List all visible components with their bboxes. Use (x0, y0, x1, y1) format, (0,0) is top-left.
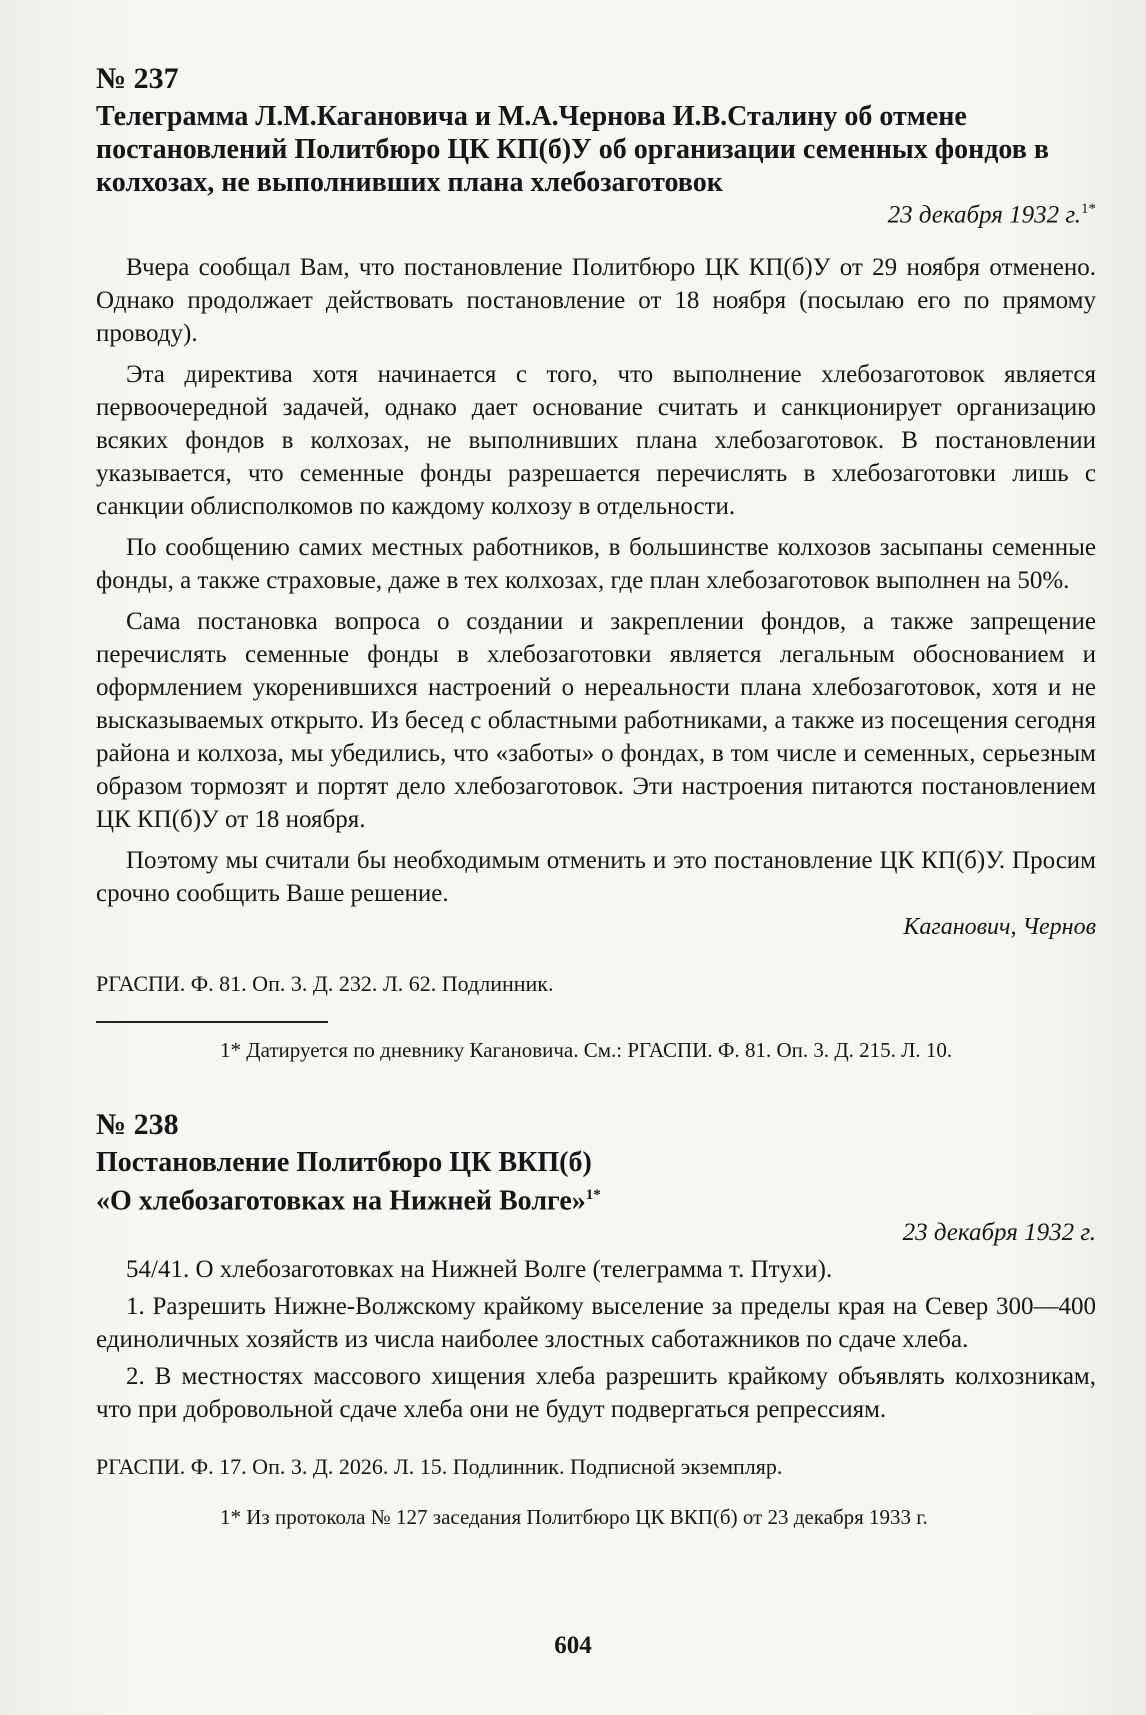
page-number: 604 (554, 1632, 592, 1659)
doc-number: № 238 (96, 1108, 179, 1141)
doc-number: № 237 (96, 62, 179, 95)
doc-date: 23 декабря 1932 г. (902, 1219, 1096, 1247)
paragraph: 2. В местностях массового хищения хлеба разрешить крайкому объявлять колхозникам, что при добровольной сдаче хлеба они не будут подвергаться репрессиям. (96, 1363, 1096, 1424)
doc-date-footnote-mark: 1* (1081, 201, 1096, 217)
footnote-divider (96, 1021, 328, 1023)
document-238 (96, 1108, 1096, 1533)
document-237 (96, 62, 1096, 1066)
doc-title: Телеграмма Л.М.Кагановича и М.А.Чернова И.В.Сталину об отмене постановлений Политбюро ЦК КП(б)У об организации семенных фондов в колхозах, не выполнивших плана хлебозаготовок (96, 101, 1049, 198)
signature: Каганович, Чернов (903, 914, 1096, 941)
doc-date-text: 23 декабря 1932 г. (887, 201, 1081, 229)
paragraph: Поэтому мы считали бы необходимым отменить и это постановление ЦК КП(б)У. Просим срочно сообщить Ваше решение. (96, 847, 1096, 908)
footnote (96, 1035, 1096, 1066)
archive-source: РГАСПИ. Ф. 17. Оп. 3. Д. 2026. Л. 15. Подлинник. Подписной экземпляр. (96, 1454, 783, 1480)
doc-title (96, 1146, 1096, 1217)
doc-date (96, 201, 1096, 229)
paragraph: Сама постановка вопроса о создании и закреплении фондов, а также запрещение перечислять семенные фонды в хлебозаготовки является легальным обоснованием и оформлением укоренившихся настроений о нереальности плана хлебозаготовок, хотя и не высказываемых открыто. Из бесед с областными работниками, а также из посещения сегодня района и колхоза, мы убедились, что «заботы» о фондах, в том числе и семенных, серьезным образом тормозят и портят дело хлебозаготовок. Эти настроения питаются постановлением ЦК КП(б)У от 18 ноября. (96, 608, 1096, 834)
paragraph: 54/41. О хлебозаготовках на Нижней Волге (телеграмма т. Птухи). (126, 1256, 833, 1284)
paragraph: Эта директива хотя начинается с того, что выполнение хлебозаготовок является первоочередной задачей, однако дает основание считать и санкционирует организацию всяких фондов в колхозах, не выполнивших плана хлебозаготовок. В постановлении указывается, что семенные фонды разрешается перечислять в хлебозаготовки лишь с санкции облисполкомов по каждому колхозу в отдельности. (96, 361, 1096, 521)
footnote-text: Датируется по дневнику Кагановича. См.: РГАСПИ. Ф. 81. Оп. 3. Д. 215. Л. 10. (246, 1038, 953, 1063)
doc-title-line: Постановление Политбюро ЦК ВКП(б) (96, 1147, 592, 1178)
doc-title-line: «О хлебозаготовках на Нижней Волге» (96, 1185, 586, 1217)
paragraph: По сообщению самих местных работников, в большинстве колхозов засыпаны семенные фонды, а также страховые, даже в тех колхозах, где план хлебозаготовок выполнен на 50%. (96, 534, 1096, 595)
paragraph: 1. Разрешить Нижне-Волжскому крайкому выселение за пределы края на Север 300—400 единоличных хозяйств из числа наиболее злостных саботажников по сдаче хлеба. (96, 1293, 1096, 1354)
footnote (96, 1502, 1096, 1533)
archive-source: РГАСПИ. Ф. 81. Оп. 3. Д. 232. Л. 62. Подлинник. (96, 971, 554, 997)
doc-title-footnote-mark: 1* (585, 1187, 601, 1203)
footnote-mark: 1* (220, 1505, 241, 1530)
footnote-text: Из протокола № 127 заседания Политбюро ЦК ВКП(б) от 23 декабря 1933 г. (246, 1505, 928, 1530)
footnote-mark: 1* (220, 1038, 241, 1063)
paragraph: Вчера сообщал Вам, что постановление Политбюро ЦК КП(б)У от 29 ноября отменено. Однако продолжает действовать постановление от 18 ноября (посылаю его по прямому проводу). (96, 254, 1096, 348)
